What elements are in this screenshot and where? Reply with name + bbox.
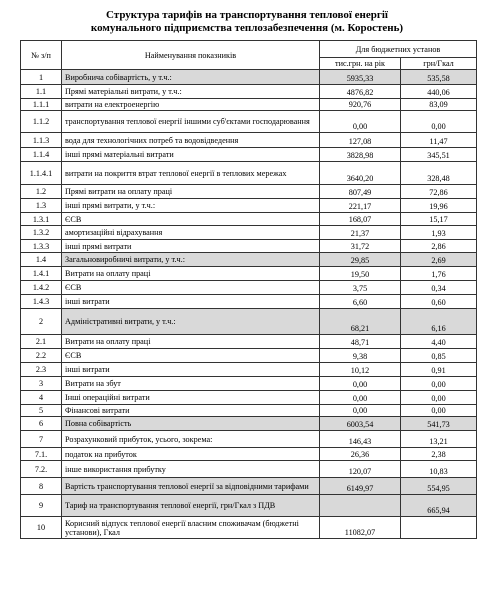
table-body — [21, 70, 477, 539]
table-row — [21, 85, 477, 99]
row-number: 1.4.2 — [21, 281, 62, 295]
table-row — [21, 349, 477, 363]
row-value-uah-per-gcal: 0,00 — [401, 391, 477, 405]
row-number: 1.3 — [21, 199, 62, 213]
header-unit-thousand-uah: тис.грн. на рік — [320, 58, 401, 70]
row-value-uah-per-gcal: 0,85 — [401, 349, 477, 363]
row-name: Інші операційні витрати — [62, 391, 320, 405]
row-value-thousand-uah: 0,00 — [320, 391, 401, 405]
table-row — [21, 448, 477, 461]
row-name: Корисний відпуск теплової енергії власним споживачам (бюджетні установи), Гкал — [62, 517, 320, 539]
row-name: витрати на покриття втрат теплової енергії в теплових мережах — [62, 162, 320, 185]
row-value-thousand-uah: 68,21 — [320, 309, 401, 335]
row-value-uah-per-gcal: 2,86 — [401, 240, 477, 253]
table-row — [21, 70, 477, 85]
row-value-uah-per-gcal: 1,93 — [401, 226, 477, 240]
row-value-uah-per-gcal: 4,40 — [401, 335, 477, 349]
header-unit-uah-per-gcal: грн/Гкал — [401, 58, 477, 70]
row-value-thousand-uah: 11082,07 — [320, 517, 401, 539]
row-number: 8 — [21, 478, 62, 495]
row-number: 7.2. — [21, 461, 62, 478]
table-row — [21, 391, 477, 405]
row-name: Витрати на оплату праці — [62, 267, 320, 281]
table-row — [21, 495, 477, 517]
row-value-thousand-uah: 0,00 — [320, 405, 401, 417]
table-row — [21, 377, 477, 391]
row-number: 1.3.1 — [21, 213, 62, 226]
row-number: 6 — [21, 417, 62, 431]
row-value-uah-per-gcal: 0,00 — [401, 405, 477, 417]
row-value-uah-per-gcal: 6,16 — [401, 309, 477, 335]
row-name: ЄСВ — [62, 281, 320, 295]
row-name: податок на прибуток — [62, 448, 320, 461]
row-name: Загальновиробничі витрати, у т.ч.: — [62, 253, 320, 267]
row-number: 1.1 — [21, 85, 62, 99]
row-value-uah-per-gcal: 15,17 — [401, 213, 477, 226]
row-name: інші витрати — [62, 295, 320, 309]
row-number: 5 — [21, 405, 62, 417]
row-name: інші прямі витрати — [62, 240, 320, 253]
row-value-uah-per-gcal: 440,06 — [401, 85, 477, 99]
title-line-1: Структура тарифів на транспортування теплової енергії — [106, 9, 388, 21]
row-value-thousand-uah: 3828,98 — [320, 148, 401, 162]
table-row — [21, 281, 477, 295]
row-value-uah-per-gcal: 10,83 — [401, 461, 477, 478]
row-number: 10 — [21, 517, 62, 539]
row-value-thousand-uah: 19,50 — [320, 267, 401, 281]
row-value-thousand-uah: 0,00 — [320, 377, 401, 391]
row-value-uah-per-gcal: 541,73 — [401, 417, 477, 431]
table-row — [21, 99, 477, 111]
row-name: Фінансові витрати — [62, 405, 320, 417]
row-value-thousand-uah: 221,17 — [320, 199, 401, 213]
row-name: амортизаційні відрахування — [62, 226, 320, 240]
row-value-thousand-uah: 0,00 — [320, 111, 401, 133]
row-number: 3 — [21, 377, 62, 391]
row-name: витрати на електроенергію — [62, 99, 320, 111]
row-name: Повна собівартість — [62, 417, 320, 431]
row-value-thousand-uah: 9,38 — [320, 349, 401, 363]
row-value-thousand-uah: 168,07 — [320, 213, 401, 226]
row-value-uah-per-gcal: 2,69 — [401, 253, 477, 267]
row-value-uah-per-gcal: 0,00 — [401, 111, 477, 133]
row-value-thousand-uah: 146,43 — [320, 431, 401, 448]
row-value-thousand-uah: 127,08 — [320, 133, 401, 148]
table-row — [21, 133, 477, 148]
row-value-uah-per-gcal: 2,38 — [401, 448, 477, 461]
row-value-thousand-uah: 5935,33 — [320, 70, 401, 85]
row-value-thousand-uah: 6003,54 — [320, 417, 401, 431]
row-number: 1.1.3 — [21, 133, 62, 148]
tariff-table — [20, 40, 477, 539]
row-name: Витрати на оплату праці — [62, 335, 320, 349]
row-value-thousand-uah: 807,49 — [320, 185, 401, 199]
table-row — [21, 240, 477, 253]
table-row — [21, 431, 477, 448]
table-row — [21, 185, 477, 199]
row-number: 1.2 — [21, 185, 62, 199]
row-name: інші витрати — [62, 363, 320, 377]
row-number: 1.4.3 — [21, 295, 62, 309]
table-row — [21, 213, 477, 226]
header-group: Для бюджетних установ — [320, 41, 477, 58]
row-value-uah-per-gcal: 11,47 — [401, 133, 477, 148]
row-value-uah-per-gcal: 345,51 — [401, 148, 477, 162]
row-value-thousand-uah: 6149,97 — [320, 478, 401, 495]
row-value-uah-per-gcal: 19,96 — [401, 199, 477, 213]
row-name: Адміністративні витрати, у т.ч.: — [62, 309, 320, 335]
row-number: 2 — [21, 309, 62, 335]
row-value-thousand-uah: 920,76 — [320, 99, 401, 111]
row-value-thousand-uah: 120,07 — [320, 461, 401, 478]
row-name: ЄСВ — [62, 349, 320, 363]
row-number: 1.3.3 — [21, 240, 62, 253]
row-value-uah-per-gcal: 535,58 — [401, 70, 477, 85]
header-name: Найменування показників — [62, 41, 320, 70]
table-row — [21, 517, 477, 539]
row-value-thousand-uah: 21,37 — [320, 226, 401, 240]
row-value-uah-per-gcal: 0,00 — [401, 377, 477, 391]
row-number: 1.1.2 — [21, 111, 62, 133]
row-value-uah-per-gcal: 83,09 — [401, 99, 477, 111]
row-value-thousand-uah: 31,72 — [320, 240, 401, 253]
title-line-2: комунального підприємства теплозабезпечення (м. Коростень) — [90, 22, 404, 34]
row-number: 1.3.2 — [21, 226, 62, 240]
row-value-uah-per-gcal: 0,91 — [401, 363, 477, 377]
table-row — [21, 111, 477, 133]
table-row — [21, 363, 477, 377]
row-name: ЄСВ — [62, 213, 320, 226]
table-row — [21, 253, 477, 267]
table-row — [21, 478, 477, 495]
row-number: 7.1. — [21, 448, 62, 461]
table-row — [21, 148, 477, 162]
row-value-thousand-uah: 10,12 — [320, 363, 401, 377]
row-number: 1 — [21, 70, 62, 85]
row-name: інші прямі витрати, у т.ч.: — [62, 199, 320, 213]
row-value-uah-per-gcal — [401, 517, 477, 539]
row-number: 9 — [21, 495, 62, 517]
row-number: 2.3 — [21, 363, 62, 377]
table-row — [21, 335, 477, 349]
document-title — [0, 9, 494, 35]
header-num: № з/п — [21, 41, 62, 70]
table-row — [21, 417, 477, 431]
row-value-uah-per-gcal: 665,94 — [401, 495, 477, 517]
row-value-uah-per-gcal: 0,34 — [401, 281, 477, 295]
row-number: 1.1.1 — [21, 99, 62, 111]
row-number: 2.1 — [21, 335, 62, 349]
row-name: Прямі витрати на оплату праці — [62, 185, 320, 199]
row-name: Виробнича собівартість, у т.ч.: — [62, 70, 320, 85]
row-value-thousand-uah: 4876,82 — [320, 85, 401, 99]
row-value-uah-per-gcal: 13,21 — [401, 431, 477, 448]
row-name: інші прямі матеріальні витрати — [62, 148, 320, 162]
row-value-thousand-uah: 48,71 — [320, 335, 401, 349]
row-name: Витрати на збут — [62, 377, 320, 391]
row-value-uah-per-gcal: 328,48 — [401, 162, 477, 185]
row-value-thousand-uah: 26,36 — [320, 448, 401, 461]
table-row — [21, 267, 477, 281]
row-value-thousand-uah: 29,85 — [320, 253, 401, 267]
table-row — [21, 295, 477, 309]
table-row — [21, 405, 477, 417]
row-name: Прямі матеріальні витрати, у т.ч.: — [62, 85, 320, 99]
row-number: 7 — [21, 431, 62, 448]
row-value-uah-per-gcal: 554,95 — [401, 478, 477, 495]
row-value-uah-per-gcal: 1,76 — [401, 267, 477, 281]
table-row — [21, 461, 477, 478]
row-name: вода для технологічних потреб та водовідведення — [62, 133, 320, 148]
row-number: 1.4.1 — [21, 267, 62, 281]
row-number: 2.2 — [21, 349, 62, 363]
row-value-thousand-uah: 3640,20 — [320, 162, 401, 185]
row-value-uah-per-gcal: 0,60 — [401, 295, 477, 309]
row-value-thousand-uah — [320, 495, 401, 517]
row-number: 1.1.4.1 — [21, 162, 62, 185]
table-row — [21, 162, 477, 185]
row-value-thousand-uah: 6,60 — [320, 295, 401, 309]
table-row — [21, 226, 477, 240]
table-row — [21, 309, 477, 335]
row-number: 1.4 — [21, 253, 62, 267]
row-name: транспортування теплової енергії іншими суб'єктами господарювання — [62, 111, 320, 133]
row-number: 1.1.4 — [21, 148, 62, 162]
row-name: інше використання прибутку — [62, 461, 320, 478]
row-name: Вартість транспортування теплової енергії за відповідними тарифами — [62, 478, 320, 495]
table-row — [21, 199, 477, 213]
row-value-thousand-uah: 3,75 — [320, 281, 401, 295]
row-value-uah-per-gcal: 72,86 — [401, 185, 477, 199]
row-name: Тариф на транспортування теплової енергії, грн/Гкал з ПДВ — [62, 495, 320, 517]
row-name: Розрахунковий прибуток, усього, зокрема: — [62, 431, 320, 448]
row-number: 4 — [21, 391, 62, 405]
